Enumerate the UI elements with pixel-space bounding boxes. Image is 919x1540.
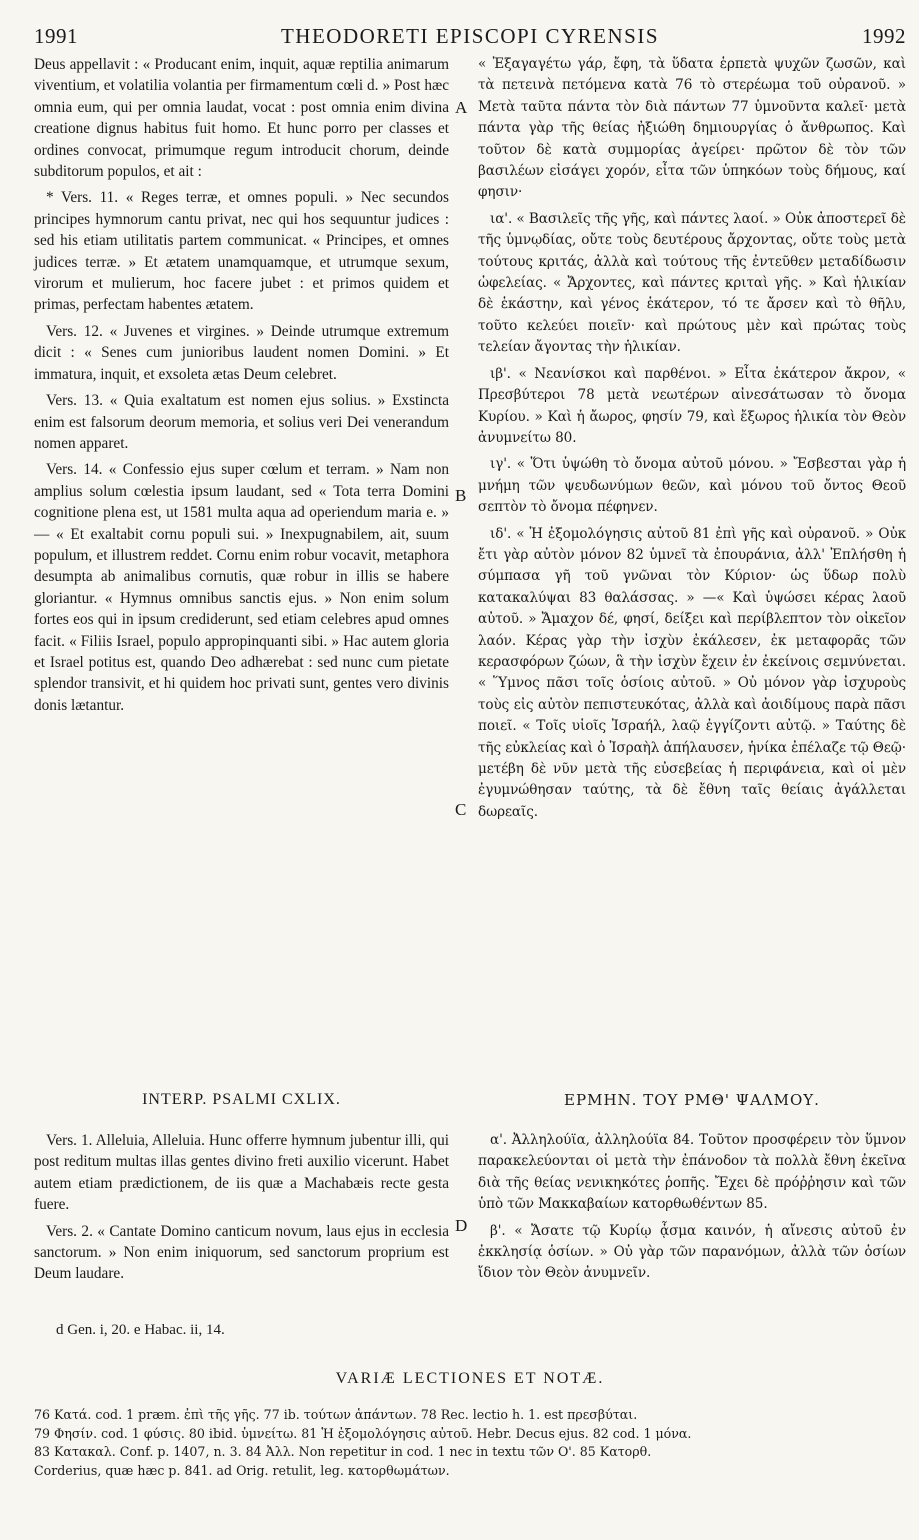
variae-lectiones-notes xyxy=(34,1406,906,1480)
page-number-right: 1992 xyxy=(862,24,906,48)
latin-paragraph: Vers. 2. « Cantate Domino canticum novum, laus ejus in ecclesia sanctorum. » Non enim iniquorum, sed sanctorum proprium est Deum laudare. xyxy=(34,1222,449,1283)
note-line: 76 Κατά. cod. 1 præm. ἐπὶ τῆς γῆς. 77 ib. τούτων ἁπάντων. 78 Rec. lectio h. 1. est πρεσβύται. xyxy=(34,1407,638,1422)
latin-paragraph: Vers. 13. « Quia exaltatum est nomen ejus solius. » Exstincta enim est falsorum deorum memoria, et solius veri Dei venerandum nomen apparet. xyxy=(34,392,449,452)
note-line: 79 Φησίν. cod. 1 φύσις. 80 ibid. ὑμνείτω. 81 Ἡ ἐξομολόγησις αὐτοῦ. Hebr. Decus ejus. 82 cod. 1 μόνα. xyxy=(34,1425,692,1441)
margin-marker-a: A xyxy=(455,98,468,117)
latin-column-psalm-149 xyxy=(34,1130,449,1290)
greek-paragraph: β'. « Ἄσατε τῷ Κυρίῳ ᾆσμα καινόν, ἡ αἴνεσις αὐτοῦ ἐν ἐκκλησίᾳ ὁσίων. » Οὐ γὰρ τῶν παρανόμων, ἀλλὰ τῶν ὁσίων ἴδιον τὸν Θεὸν ἀνυμνεῖν. xyxy=(478,1222,906,1282)
margin-marker-d: D xyxy=(455,1216,468,1235)
greek-paragraph: ιδ'. « Ἡ ἐξομολόγησις αὐτοῦ 81 ἐπὶ γῆς καὶ οὐρανοῦ. » Οὐκ ἔτι γὰρ αὐτὸν μόνον 82 ὑμνεῖ τὰ ἐπουράνια, ἀλλ' Ἐπλήσθη ἡ σύμπασα γῆ τοῦ γνῶναι τὸν Κύριον· ὡς ὕδωρ πολὺ κατακαλύψαι 83 θαλάσσας. » —« Καὶ ὑψώσει κέρας λαοῦ αὐτοῦ. » Ἄμαχον δέ, φησί, δείξει καὶ περίβλεπτον τὸν οἰκεῖον λαόν. Κέρας γὰρ τὴν ἰσχὺν ἐκάλεσεν, ἐκ μεταφορᾶς τῶν κερασφόρων ζώων, ἃ τὴν ἰσχὺν ἔχειν ἐν ἐκείνοις σεμνύνεται. « Ὕμνος πᾶσι τοῖς ὁσίοις αὐτοῦ. » Οὐ μόνον γὰρ ἰσχυροὺς τοὺς εἰς αὐτὸν πεπιστευκότας, ἀλλὰ καὶ ἀοιδίμους παρὰ πᾶσι ποιεῖ. « Τοῖς υἱοῖς Ἰσραήλ, λαῷ ἐγγίζοντι αὐτῷ. » Ταύτης δὲ τῆς εὐκλείας καὶ ὁ Ἰσραὴλ ἀπήλαυσεν, ἡνίκα ἐπέλαζε τῷ Θεῷ· μετέβη δὲ νῦν μετὰ τῆς εὐσεβείας ἡ περιφάνεια, καὶ οἱ μὲν ἐγυμνώθησαν ταύτης, τὰ δὲ ἔθνη ταῖς θείαις ἀγάλλεται δωρεαῖς. xyxy=(478,525,906,820)
greek-paragraph: « Ἐξαγαγέτω γάρ, ἔφη, τὰ ὕδατα ἑρπετὰ ψυχῶν ζωσῶν, καὶ τὰ πετεινὰ πετόμενα κατὰ 76 τὸ στερέωμα τοῦ οὐρανοῦ. » Μετὰ ταῦτα πάντα τὸν διὰ πάντων 77 ὑμνοῦντα καλεῖ· μετὰ πάντα γὰρ τῆς θείας ἠξιώθη δημιουργίας ὁ ἄνθρωπος. Καὶ τοῦτον δὲ κατὰ συμμορίας ἀγείρει· πρῶτον δὲ τὸν τῶν βασιλέων εἰσάγει χορόν, εἶτα τῶν ὑπηκόων τοὺς δήμους, καί φησιν· xyxy=(478,56,906,201)
latin-paragraph: * Vers. 11. « Reges terræ, et omnes populi. » Nec secundos principes hymnorum cantu privat, nec qui hos sequuntur judices : sed his etiam utilitatis partem communicat. « Principes, et omnes judices terræ. » Et ætatem unamquamque, et utrumque sexum, virorum et mulierum, hoc facere jubet : et primos quidem et primas, perfectam habentes ætatem. xyxy=(34,189,449,314)
greek-column-psalm-149 xyxy=(478,1130,906,1290)
greek-section-title: ΕΡΜΗΝ. ΤΟΥ ΡΜΘ' ΨΑΛΜΟΥ. xyxy=(564,1091,820,1109)
margin-marker-b: B xyxy=(455,486,467,505)
margin-marker-c: C xyxy=(455,800,467,819)
latin-section-title: INTERP. PSALMI CXLIX. xyxy=(142,1091,341,1108)
page-number-left: 1991 xyxy=(34,24,78,48)
latin-paragraph: Vers. 1. Alleluia, Alleluia. Hunc offerre hymnum jubentur illi, qui post reditum multas illas gentes divino freti auxilio vicerunt. Habet autem etiam prædictionem, de iis quæ a Machabæis recte gesta fuere. xyxy=(34,1132,449,1214)
greek-paragraph: ιβ'. « Νεανίσκοι καὶ παρθένοι. » Εἶτα ἑκάτερον ἄκρον, « Πρεσβύτεροι 78 μετὰ νεωτέρων αἰνεσάτωσαν τὸ ὄνομα Κυρίου. » Καὶ ἡ ἄωρος, φησίν 79, καὶ ἔξωρος ἡλικία τὸν Θεὸν ἀνυμνείτω 80. xyxy=(478,365,906,446)
note-line: Corderius, quæ hæc p. 841. ad Orig. retulit, leg. κατορθωμάτων. xyxy=(34,1462,450,1478)
latin-column xyxy=(34,54,449,721)
note-line: 83 Κατακαλ. Conf. p. 1407, n. 3. 84 Ἀλλ. Non repetitur in cod. 1 nec in textu τῶν Ο'. 85 Κατορθ. xyxy=(34,1444,652,1459)
greek-paragraph: ιγ'. « Ὅτι ὑψώθη τὸ ὄνομα αὐτοῦ μόνου. » Ἔσβεσται γὰρ ἡ μνήμη τῶν ψευδωνύμων θεῶν, καὶ μόνου τοῦ ὄντος Θεοῦ σεπτὸν τὸ ὄνομα πέφηνεν. xyxy=(478,456,906,516)
footnotes: d Gen. i, 20. e Habac. ii, 14. xyxy=(56,1322,225,1338)
greek-column xyxy=(478,54,906,828)
greek-paragraph: α'. Ἀλληλούϊα, ἀλληλούϊα 84. Τοῦτον προσφέρειν τὸν ὕμνον παρακελεύονται οἱ μετὰ τὴν ἐπάνοδον τὰ πολλὰ ἔθνη ἐκεῖνα διὰ τῆς θείας νενικηκότες ῥοπῆς. Ἔχει δὲ πρόῤῥησιν καὶ τῶν ὑπὸ τῶν Μακκαβαίων κατορθωθέντων 85. xyxy=(478,1132,906,1213)
page xyxy=(34,24,906,1478)
latin-paragraph: Vers. 12. « Juvenes et virgines. » Deinde utrumque extremum dicit : « Senes cum junioribus laudent nomen Domini. » Et immatura, inquit, et exsoleta ætas Deum celebret. xyxy=(34,322,449,383)
greek-paragraph: ια'. « Βασιλεῖς τῆς γῆς, καὶ πάντες λαοί. » Οὐκ ἀποστερεῖ δὲ τῆς ὑμνῳδίας, οὔτε τοὺς δευτέρους ἄρχοντας, οὔτε τοὺς μετὰ τούτους κριτάς, ἀλλὰ καὶ τούτους τῆς ἐντεῦθεν μεταδίδωσιν ὠφελείας. « Ἄρχοντες, καὶ πάντες κριταὶ γῆς. » Καὶ ἡλικίαν δὲ ἑκάστην, καὶ γένος ἑκάτερον, τό τε ἄρσεν καὶ τὸ θῆλυ, τοῦτο κελεύει ποιεῖν· καὶ πρώτους μὲν καὶ πρώτας τοὺς τελείαν ἄγοντας τὴν ἡλικίαν. xyxy=(478,210,906,356)
variae-lectiones-title: VARIÆ LECTIONES ET NOTÆ. xyxy=(335,1370,605,1387)
page-header xyxy=(34,24,906,54)
latin-paragraph: Deus appellavit : « Producant enim, inquit, aquæ reptilia animarum viventium, et volatilia volantia per firmamentum cœli d. » Post hæc omnia eum, qui per omnia laudat, vocat : post omnia enim divina creatione dignus habitus fuit homo. Et hunc porro per classes et ordines convocat, primumque regum introducit chorum, deinde subditorum populos, et ait : xyxy=(34,56,449,181)
running-title: THEODORETI EPISCOPI CYRENSIS xyxy=(280,24,660,48)
latin-paragraph: Vers. 14. « Confessio ejus super cœlum et terram. » Nam non amplius solum cœlestia ipsum laudant, sed « Tota terra Domini cognitione plena est, ut 1581 multa aqua ad operiendum maria e. » — « Et exaltabit cornu populi sui. » Inexpugnabilem, ait, suum populum, et illustrem reddet. Cornu enim robur vocavit, metaphora desumpta ab animalibus cornutis, quæ robur in illis se habere gloriantur. « Hymnus omnibus sanctis ejus. » Non enim solum fortes eos qui in ipsum crediderunt, sed etiam celebres apud omnes facit. « Filiis Israel, populo appropinquanti sibi. » Hac autem gloria et Israel potitus est, quando Deo adhærebat : sed nunc cum pietate splendor transivit, et hi quidem hoc privati sunt, gentes vero divinis donis lætantur. xyxy=(34,461,449,714)
main-columns xyxy=(34,54,906,1306)
